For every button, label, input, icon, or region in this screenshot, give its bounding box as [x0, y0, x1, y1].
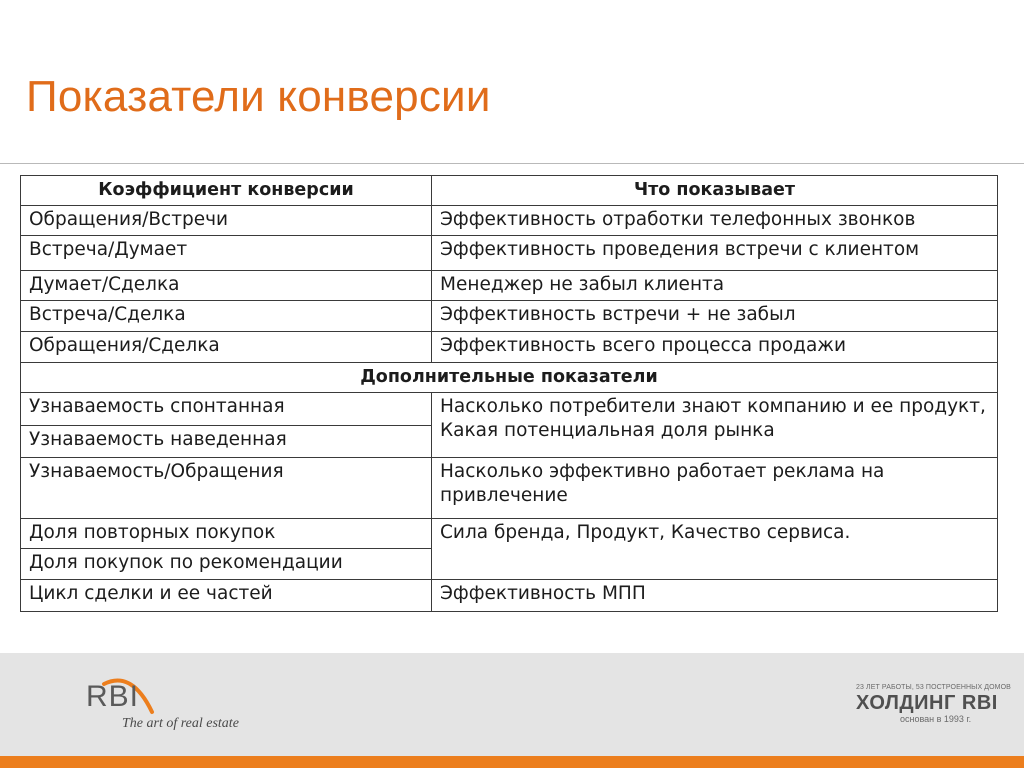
metric-cell: Доля покупок по рекомендации [21, 549, 432, 580]
metric-cell: Обращения/Встречи [21, 206, 432, 236]
holding-badge [856, 683, 1011, 724]
metric-cell: Узнаваемость спонтанная [21, 393, 432, 426]
logo-text: RBI [86, 680, 140, 713]
metric-cell: Встреча/Сделка [21, 301, 432, 332]
meaning-cell: Насколько потребители знают компанию и ее продукт, Какая потенциальная доля рынка [432, 393, 998, 458]
table-row [21, 393, 998, 426]
table-header-row [21, 176, 998, 206]
holding-tagline: 23 ЛЕТ РАБОТЫ, 53 ПОСТРОЕННЫХ ДОМОВ [856, 684, 1011, 691]
meaning-cell: Эффективность МПП [432, 580, 998, 612]
conversion-table [20, 175, 998, 612]
table-row [21, 206, 998, 236]
footer-accent-stripe [0, 756, 1024, 768]
metric-cell: Узнаваемость/Обращения [21, 458, 432, 519]
slide-title: Показатели конверсии [26, 72, 491, 121]
title-divider [0, 163, 1024, 164]
meaning-cell: Сила бренда, Продукт, Качество сервиса. [432, 519, 998, 580]
table-row [21, 301, 998, 332]
metric-cell: Думает/Сделка [21, 271, 432, 301]
meaning-cell: Эффективность всего процесса продажи [432, 332, 998, 363]
holding-founded: основан в 1993 г. [900, 714, 972, 724]
header-cell-coefficient: Коэффициент конверсии [21, 176, 432, 206]
header-cell-meaning: Что показывает [432, 176, 998, 206]
meaning-cell: Эффективность отработки телефонных звонков [432, 206, 998, 236]
holding-name: ХОЛДИНГ RBI [856, 692, 998, 714]
logo-slogan: The art of real estate [122, 716, 239, 731]
table-row [21, 236, 998, 271]
rbi-logo [82, 672, 272, 742]
metric-cell: Доля повторных покупок [21, 519, 432, 549]
meaning-cell: Эффективность встречи + не забыл [432, 301, 998, 332]
metric-cell: Встреча/Думает [21, 236, 432, 271]
table-row [21, 519, 998, 549]
metric-cell: Узнаваемость наведенная [21, 426, 432, 458]
table-row [21, 332, 998, 363]
metric-cell: Цикл сделки и ее частей [21, 580, 432, 612]
meaning-cell: Насколько эффективно работает реклама на привлечение [432, 458, 998, 519]
section-title-extra: Дополнительные показатели [21, 363, 998, 393]
section-header-row [21, 363, 998, 393]
meaning-cell: Эффективность проведения встречи с клиентом [432, 236, 998, 271]
meaning-cell: Менеджер не забыл клиента [432, 271, 998, 301]
table-row [21, 458, 998, 519]
table-row [21, 580, 998, 612]
metric-cell: Обращения/Сделка [21, 332, 432, 363]
table-row [21, 271, 998, 301]
